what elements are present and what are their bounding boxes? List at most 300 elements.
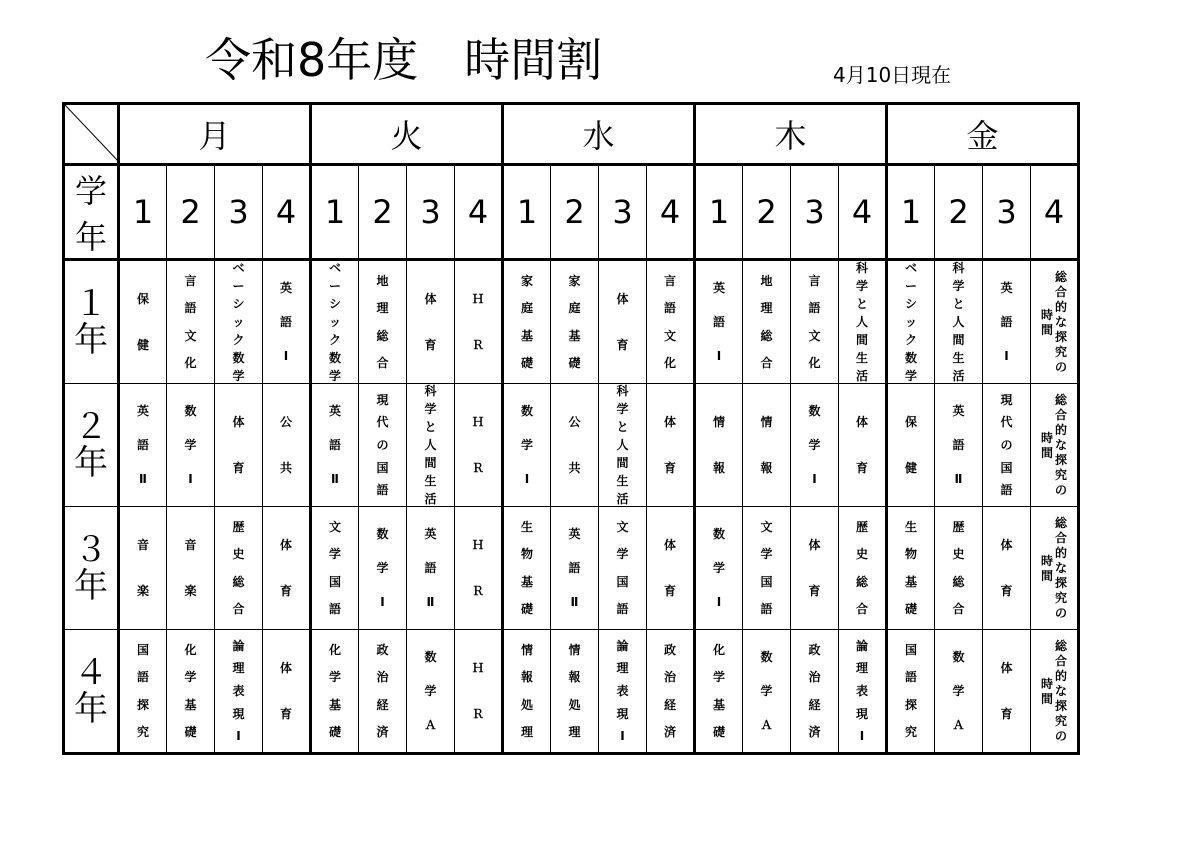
subject-cell	[311, 630, 359, 754]
subject-char: 治	[808, 670, 821, 685]
subject-char: 学	[952, 279, 965, 293]
period-number: 3	[791, 165, 839, 260]
subject-cell	[455, 384, 503, 507]
subject-cell	[791, 630, 839, 754]
subject-char: ベ	[904, 261, 917, 275]
subject-char: 時	[1040, 431, 1053, 445]
subject-char: ー	[232, 279, 245, 293]
subject-char: 報	[520, 670, 533, 685]
subject-char: 総	[855, 574, 868, 589]
subject-char: 体	[424, 292, 437, 307]
subject-char: 現	[1000, 392, 1013, 407]
subject-char: 数	[808, 404, 821, 418]
subject-char: 英	[952, 404, 965, 418]
subject-char: 文	[184, 328, 197, 343]
subject-cell	[359, 507, 407, 630]
subject-char: 学	[808, 438, 821, 452]
subject-char: Ⅰ	[716, 595, 722, 609]
subject-char: 数	[952, 650, 965, 664]
subject-char: 物	[520, 547, 533, 562]
subject-char: 合	[1055, 407, 1068, 422]
day-header-row	[64, 104, 1079, 165]
subject-char: 探	[1055, 575, 1068, 590]
subject-cell	[167, 384, 215, 507]
subject-cell	[215, 384, 263, 507]
period-number: 2	[551, 165, 599, 260]
subject-char: 基	[328, 697, 341, 712]
subject-char: の	[1055, 605, 1068, 620]
subject-char: 語	[808, 301, 821, 316]
subject-char: 礎	[712, 724, 725, 739]
subject-cell	[743, 630, 791, 754]
subject-char: Ｒ	[471, 460, 484, 475]
subject-char: 合	[1055, 284, 1068, 299]
subject-char: Ⅱ	[139, 472, 147, 486]
subject-char: 語	[952, 438, 965, 452]
grade-header: 学年	[64, 165, 119, 260]
corner-diagonal	[65, 105, 119, 163]
subject-char: 学	[328, 670, 341, 685]
subject-cell	[119, 260, 167, 384]
subject-char: 英	[424, 527, 437, 541]
subject-char: 学	[904, 369, 917, 383]
day-header: 金	[887, 104, 1079, 165]
subject-char: と	[855, 297, 868, 311]
subject-char: 基	[568, 328, 581, 343]
subject-char: ー	[904, 279, 917, 293]
subject-cell	[455, 630, 503, 754]
subject-char: 合	[232, 601, 245, 616]
subject-char: の	[1055, 482, 1068, 497]
subject-char: 健	[136, 337, 149, 352]
subject-cell	[263, 630, 311, 754]
subject-char: 音	[184, 538, 197, 553]
grade-label	[64, 260, 119, 384]
subject-char: 礎	[328, 724, 341, 739]
grade-suffix: 年	[74, 689, 108, 729]
grade-number: １	[74, 284, 108, 324]
subject-char: 基	[904, 574, 917, 589]
subject-cell	[1031, 507, 1079, 630]
subject-cell	[503, 507, 551, 630]
period-number: 4	[455, 165, 503, 260]
subject-char: 間	[1040, 692, 1053, 706]
subject-char: 語	[136, 670, 149, 685]
subject-char: シ	[904, 297, 917, 311]
grade-suffix: 年	[74, 443, 108, 483]
subject-char: 音	[136, 538, 149, 553]
timetable	[62, 102, 1080, 755]
subject-char: 化	[663, 355, 676, 370]
subject-char: 報	[760, 460, 773, 475]
subject-char: 情	[760, 415, 773, 430]
grade-suffix: 年	[74, 320, 108, 360]
subject-cell	[599, 630, 647, 754]
subject-char: 人	[424, 438, 437, 452]
subject-char: 探	[904, 697, 917, 712]
subject-char: 済	[663, 724, 676, 739]
subject-cell	[887, 507, 935, 630]
subject-char: 合	[1055, 653, 1068, 668]
subject-char: の	[376, 437, 389, 452]
subject-char: 処	[520, 697, 533, 712]
subject-char: Ⅰ	[236, 729, 241, 744]
grade-label	[64, 507, 119, 630]
subject-char: 活	[855, 369, 868, 383]
subject-char: の	[1055, 359, 1068, 374]
subject-char: 公	[279, 415, 292, 430]
subject-char: 表	[855, 683, 868, 698]
subject-cell	[839, 384, 887, 507]
subject-char: 間	[855, 333, 868, 347]
subject-cell	[647, 384, 695, 507]
subject-cell	[743, 507, 791, 630]
subject-char: 科	[855, 261, 868, 275]
subject-char: 学	[184, 670, 197, 685]
subject-char: 数	[232, 351, 245, 365]
subject-char: 政	[376, 643, 389, 658]
subject-char: 基	[712, 697, 725, 712]
grade-row	[64, 384, 1079, 507]
period-number: 4	[839, 165, 887, 260]
subject-cell	[647, 630, 695, 754]
subject-char: 学	[616, 547, 629, 562]
subject-char: 語	[279, 315, 292, 329]
subject-char: 数	[184, 404, 197, 418]
subject-char: 報	[712, 460, 725, 475]
subject-cell	[551, 384, 599, 507]
subject-char: Ⅰ	[859, 729, 865, 744]
subject-char: 報	[568, 670, 581, 685]
subject-char: 語	[1000, 483, 1013, 498]
subject-char: 探	[1055, 329, 1068, 344]
subject-cell	[935, 260, 983, 384]
subject-char: 語	[568, 561, 581, 575]
subject-char: 育	[1000, 706, 1013, 721]
subject-char: 的	[1055, 545, 1068, 560]
subject-cell	[215, 260, 263, 384]
subject-cell	[983, 630, 1031, 754]
subject-char: 礎	[904, 601, 917, 616]
subject-char: 代	[1000, 415, 1013, 430]
subject-cell	[503, 384, 551, 507]
subject-char: 化	[328, 643, 341, 658]
subject-char: ク	[904, 333, 917, 347]
subject-char: 究	[1055, 467, 1068, 482]
subject-char: 健	[904, 460, 917, 475]
subject-char: 政	[808, 643, 821, 658]
subject-char: Ｒ	[471, 583, 484, 598]
subject-cell	[839, 630, 887, 754]
subject-char: 共	[568, 460, 581, 475]
subject-cell	[839, 260, 887, 384]
period-header-row	[64, 165, 1079, 260]
subject-cell	[887, 630, 935, 754]
subject-cell	[359, 630, 407, 754]
subject-cell	[215, 507, 263, 630]
subject-char: 表	[232, 683, 245, 698]
subject-cell	[455, 260, 503, 384]
subject-char: 経	[376, 697, 389, 712]
subject-char: 育	[279, 583, 292, 598]
subject-char: 体	[1000, 661, 1013, 676]
subject-char: 歴	[232, 520, 245, 535]
subject-char: 体	[1000, 538, 1013, 553]
subject-char: 間	[952, 333, 965, 347]
subject-char: 合	[760, 355, 773, 370]
subject-cell	[167, 630, 215, 754]
subject-char: Ⅰ	[283, 349, 289, 363]
subject-char: 活	[616, 492, 629, 506]
subject-char: 育	[1000, 583, 1013, 598]
page-title: 令和8年度 時間割	[205, 33, 603, 87]
subject-char: 理	[232, 661, 245, 676]
subject-char: 国	[760, 574, 773, 589]
subject-char: 語	[184, 301, 197, 316]
subject-cell	[311, 507, 359, 630]
subject-char: 学	[760, 684, 773, 698]
subject-cell	[791, 507, 839, 630]
subject-char: 情	[712, 415, 725, 430]
day-header: 火	[311, 104, 503, 165]
subject-char: Ⅱ	[331, 472, 339, 486]
subject-char: 化	[808, 355, 821, 370]
subject-char: Ｈ	[471, 415, 484, 430]
subject-char: 英	[328, 404, 341, 418]
subject-char: 現	[616, 706, 629, 721]
period-number: 4	[647, 165, 695, 260]
subject-char: 育	[279, 706, 292, 721]
subject-char: 済	[808, 724, 821, 739]
subject-cell	[935, 384, 983, 507]
subject-char: 数	[760, 650, 773, 664]
subject-char: 保	[136, 292, 149, 307]
subject-cell	[695, 384, 743, 507]
period-number: 2	[167, 165, 215, 260]
subject-char: 文	[663, 328, 676, 343]
subject-char: 礎	[568, 355, 581, 370]
period-number: 3	[983, 165, 1031, 260]
grade-label	[64, 384, 119, 507]
subject-char: 学	[760, 547, 773, 562]
subject-char: 国	[136, 643, 149, 658]
subject-char: 総	[1055, 638, 1068, 653]
subject-cell	[119, 384, 167, 507]
subject-char: な	[1055, 683, 1068, 698]
subject-char: 生	[952, 351, 965, 365]
subject-char: 究	[904, 724, 917, 739]
subject-char: Ａ	[760, 718, 773, 732]
subject-cell	[311, 260, 359, 384]
subject-char: 合	[376, 355, 389, 370]
subject-char: 合	[1055, 530, 1068, 545]
subject-cell	[887, 260, 935, 384]
subject-char: ー	[328, 279, 341, 293]
subject-char: 現	[376, 392, 389, 407]
subject-char: と	[616, 420, 629, 434]
subject-char: Ａ	[952, 718, 965, 732]
subject-cell	[215, 630, 263, 754]
subject-char: 探	[1055, 452, 1068, 467]
subject-cell	[791, 384, 839, 507]
subject-char: 論	[232, 638, 245, 653]
subject-char: 物	[904, 547, 917, 562]
period-number: 4	[263, 165, 311, 260]
subject-char: 文	[760, 520, 773, 535]
subject-char: 基	[520, 328, 533, 343]
subject-cell	[743, 260, 791, 384]
subject-cell	[551, 630, 599, 754]
corner-cell	[64, 104, 119, 165]
subject-char: 総	[760, 328, 773, 343]
subject-char: 育	[232, 460, 245, 475]
subject-char: 言	[808, 274, 821, 289]
subject-cell	[743, 384, 791, 507]
subject-cell	[791, 260, 839, 384]
subject-char: 間	[424, 456, 437, 470]
subject-char: 生	[855, 351, 868, 365]
subject-char: 表	[616, 683, 629, 698]
subject-char: 科	[952, 261, 965, 275]
subject-cell	[1031, 630, 1079, 754]
subject-char: 活	[424, 492, 437, 506]
subject-char: ッ	[328, 315, 341, 329]
period-number: 3	[407, 165, 455, 260]
subject-cell	[599, 507, 647, 630]
subject-char: 基	[520, 574, 533, 589]
subject-char: 育	[616, 337, 629, 352]
subject-char: 国	[616, 574, 629, 589]
subject-cell	[311, 384, 359, 507]
subject-char: 楽	[136, 583, 149, 598]
grade-row	[64, 260, 1079, 384]
subject-char: 英	[1000, 281, 1013, 295]
subject-char: 理	[520, 724, 533, 739]
grade-number: ２	[74, 407, 108, 447]
subject-cell	[167, 507, 215, 630]
subject-cell	[407, 260, 455, 384]
subject-char: 論	[855, 638, 868, 653]
subject-char: 語	[1000, 315, 1013, 329]
subject-cell	[983, 384, 1031, 507]
subject-char: 代	[376, 415, 389, 430]
subject-char: 語	[328, 438, 341, 452]
subject-char: 時	[1040, 677, 1053, 691]
subject-char: 探	[136, 697, 149, 712]
subject-char: 間	[1040, 323, 1053, 337]
subject-char: 礎	[520, 601, 533, 616]
subject-char: 合	[952, 601, 965, 616]
subject-cell	[455, 507, 503, 630]
subject-char: 総	[1055, 392, 1068, 407]
subject-cell	[983, 507, 1031, 630]
subject-char: 体	[855, 415, 868, 430]
subject-char: 共	[279, 460, 292, 475]
subject-char: 理	[855, 661, 868, 676]
subject-char: Ⅰ	[380, 595, 385, 609]
subject-char: 体	[232, 415, 245, 430]
grade-row	[64, 630, 1079, 754]
subject-char: 歴	[855, 520, 868, 535]
subject-char: Ｈ	[471, 538, 484, 553]
subject-char: 文	[328, 520, 341, 535]
subject-char: 体	[279, 661, 292, 676]
subject-cell	[119, 630, 167, 754]
subject-char: Ⅱ	[954, 472, 963, 486]
subject-char: 基	[184, 697, 197, 712]
subject-char: 政	[663, 643, 676, 658]
subject-char: 国	[904, 643, 917, 658]
subject-char: と	[952, 297, 965, 311]
subject-char: 総	[1055, 515, 1068, 530]
subject-char: 史	[855, 547, 868, 562]
subject-char: 体	[663, 415, 676, 430]
subject-cell	[935, 507, 983, 630]
subject-char: の	[1000, 437, 1013, 452]
subject-char: 地	[376, 274, 389, 289]
subject-char: 時	[1040, 308, 1053, 322]
subject-char: 数	[376, 527, 389, 541]
subject-cell	[647, 260, 695, 384]
subject-char: 学	[376, 561, 389, 575]
subject-char: な	[1055, 560, 1068, 575]
subject-cell	[407, 384, 455, 507]
subject-char: ベ	[232, 261, 245, 275]
subject-char: 国	[1000, 460, 1013, 475]
subject-cell	[887, 384, 935, 507]
subject-char: 的	[1055, 422, 1068, 437]
subject-char: 史	[952, 547, 965, 562]
subject-char: Ⅰ	[812, 472, 817, 486]
subject-cell	[1031, 260, 1079, 384]
subject-cell	[359, 384, 407, 507]
subject-char: 歴	[952, 520, 965, 535]
period-number: 2	[743, 165, 791, 260]
subject-char: 合	[855, 601, 868, 616]
subject-cell	[599, 260, 647, 384]
subject-char: 生	[904, 520, 917, 535]
subject-char: 総	[1055, 269, 1068, 284]
subject-char: 的	[1055, 668, 1068, 683]
subject-char: 理	[616, 661, 629, 676]
subject-char: 語	[712, 315, 725, 329]
subject-char: 学	[952, 684, 965, 698]
period-number: 3	[599, 165, 647, 260]
subject-char: 数	[904, 351, 917, 365]
subject-char: 学	[424, 684, 437, 698]
subject-char: 家	[568, 274, 581, 289]
subject-char: 究	[1055, 713, 1068, 728]
subject-char: 体	[616, 292, 629, 307]
subject-char: Ⅰ	[620, 729, 625, 744]
subject-cell	[935, 630, 983, 754]
subject-cell	[839, 507, 887, 630]
grade-number: ３	[74, 530, 108, 570]
subject-char: 生	[616, 474, 629, 488]
subject-cell	[503, 260, 551, 384]
subject-char: な	[1055, 437, 1068, 452]
subject-char: 経	[663, 697, 676, 712]
subject-char: シ	[232, 297, 245, 311]
subject-char: 人	[855, 315, 868, 329]
subject-char: Ⅰ	[524, 472, 530, 486]
subject-char: ベ	[328, 261, 341, 275]
subject-char: 語	[136, 438, 149, 452]
subject-cell	[695, 630, 743, 754]
subject-char: 情	[568, 643, 581, 658]
subject-char: 総	[952, 574, 965, 589]
subject-char: 語	[904, 670, 917, 685]
